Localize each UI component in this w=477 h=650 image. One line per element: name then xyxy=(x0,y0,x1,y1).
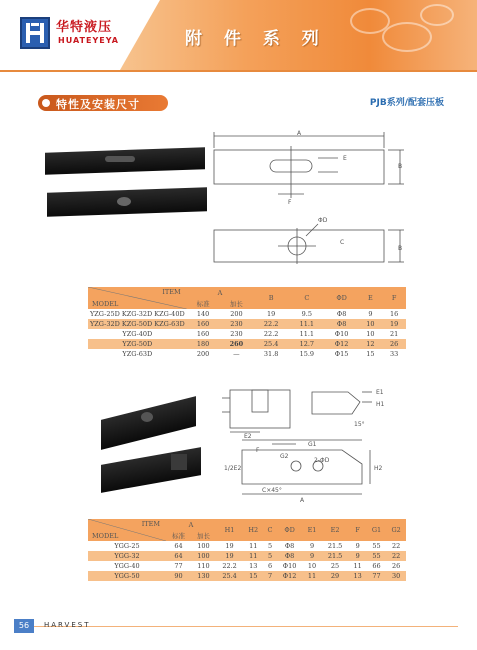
value-cell: 10 xyxy=(359,319,383,329)
table-row xyxy=(88,349,406,359)
value-cell: 25 xyxy=(321,561,348,571)
logo-chinese-name: 华特液压 xyxy=(56,20,113,35)
header-col: E1 xyxy=(303,519,322,541)
value-cell: 90 xyxy=(166,571,191,581)
value-cell: — xyxy=(219,349,253,359)
table-row xyxy=(88,571,406,581)
header-a: A xyxy=(166,519,216,530)
dimension-drawing-ygg xyxy=(222,384,392,504)
table-row xyxy=(88,319,406,329)
logo-english-name: HUATEYEYA xyxy=(58,36,119,45)
model-cell: YGG-32 xyxy=(88,551,166,561)
drawing-label: 2-ΦD xyxy=(314,457,330,464)
value-cell: 21.5 xyxy=(321,551,348,561)
header-a-standard: 标准 xyxy=(187,298,220,309)
value-cell: 160 xyxy=(187,329,220,339)
value-cell: 6 xyxy=(263,561,276,571)
drawing-label: E2 xyxy=(244,433,252,440)
value-cell: 22.2 xyxy=(216,561,243,571)
value-cell: Φ8 xyxy=(325,319,359,329)
page-header xyxy=(0,0,477,70)
value-cell: 31.8 xyxy=(253,349,289,359)
value-cell: 12.7 xyxy=(289,339,325,349)
value-cell: 15 xyxy=(359,349,383,359)
drawing-label: 15° xyxy=(354,421,365,428)
value-cell: 16 xyxy=(382,309,406,319)
footer-brand: HARVEST xyxy=(44,621,91,629)
value-cell: 11 xyxy=(243,551,263,561)
value-cell: Φ8 xyxy=(325,309,359,319)
model-cell: YZG-63D xyxy=(88,349,187,359)
value-cell: 15 xyxy=(243,571,263,581)
value-cell: 22.2 xyxy=(253,329,289,339)
value-cell: 11 xyxy=(303,571,322,581)
series-title: PJB系列/配套压板 xyxy=(369,98,444,108)
header-a-extended: 加长 xyxy=(191,530,216,541)
value-cell: 33 xyxy=(382,349,406,359)
drawing-label: 1/2E2 xyxy=(224,465,242,472)
value-cell: 19 xyxy=(216,551,243,561)
section-heading: 特性及安装尺寸 xyxy=(56,98,140,111)
value-cell: 22.2 xyxy=(253,319,289,329)
value-cell: 22 xyxy=(386,551,406,561)
header-col: E xyxy=(359,287,383,309)
value-cell: 7 xyxy=(263,571,276,581)
drawing-label: ΦD xyxy=(318,217,328,224)
drawing-label: G2 xyxy=(280,453,289,460)
value-cell: 140 xyxy=(187,309,220,319)
value-cell: 230 xyxy=(219,329,253,339)
table-row xyxy=(88,561,406,571)
value-cell: Φ12 xyxy=(325,339,359,349)
header-model: MODEL xyxy=(92,532,119,540)
product-photo-ygg xyxy=(95,390,210,500)
value-cell: 180 xyxy=(187,339,220,349)
value-cell: 9 xyxy=(303,551,322,561)
header-col: H2 xyxy=(243,519,263,541)
drawing-label: F xyxy=(288,199,292,206)
value-cell: 15.9 xyxy=(289,349,325,359)
header-a: A xyxy=(187,287,254,298)
header-col: G1 xyxy=(367,519,387,541)
value-cell: 200 xyxy=(219,309,253,319)
table-row xyxy=(88,309,406,319)
value-cell: 11 xyxy=(349,561,367,571)
header-col: ΦD xyxy=(277,519,303,541)
header-a-extended: 加长 xyxy=(219,298,253,309)
header-item: ITEM xyxy=(141,520,160,528)
header-col: C xyxy=(289,287,325,309)
header-col: G2 xyxy=(386,519,406,541)
model-cell: YGG-25 xyxy=(88,541,166,551)
value-cell: 22 xyxy=(386,541,406,551)
value-cell: 5 xyxy=(263,541,276,551)
value-cell: Φ15 xyxy=(325,349,359,359)
value-cell: 29 xyxy=(321,571,348,581)
value-cell: 11.1 xyxy=(289,329,325,339)
value-cell: 12 xyxy=(359,339,383,349)
value-cell: 100 xyxy=(191,551,216,561)
table-row xyxy=(88,541,406,551)
value-cell: Φ12 xyxy=(277,571,303,581)
value-cell: Φ8 xyxy=(277,541,303,551)
drawing-label: E xyxy=(343,155,347,162)
value-cell: 10 xyxy=(359,329,383,339)
value-cell: 21.5 xyxy=(321,541,348,551)
value-cell: 19 xyxy=(253,309,289,319)
value-cell: 77 xyxy=(166,561,191,571)
value-cell: 260 xyxy=(219,339,253,349)
value-cell: 9 xyxy=(303,541,322,551)
page-number: 56 xyxy=(14,619,34,633)
value-cell: 25.4 xyxy=(216,571,243,581)
value-cell: 100 xyxy=(191,541,216,551)
drawing-label: C xyxy=(340,239,345,246)
value-cell: 55 xyxy=(367,551,387,561)
product-photo-pjb xyxy=(45,140,210,220)
value-cell: Φ8 xyxy=(277,551,303,561)
value-cell: 200 xyxy=(187,349,220,359)
header-col: H1 xyxy=(216,519,243,541)
value-cell: Φ10 xyxy=(325,329,359,339)
value-cell: 30 xyxy=(386,571,406,581)
value-cell: 9 xyxy=(349,541,367,551)
header-item: ITEM xyxy=(162,288,181,296)
footer-divider xyxy=(28,626,458,627)
drawing-label: E1 xyxy=(376,389,384,396)
spec-table-ygg xyxy=(88,519,406,581)
value-cell: 55 xyxy=(367,541,387,551)
drawing-label: B xyxy=(398,245,403,252)
value-cell: 110 xyxy=(191,561,216,571)
drawing-label: A xyxy=(300,497,305,504)
model-cell: YGG-50 xyxy=(88,571,166,581)
value-cell: 66 xyxy=(367,561,387,571)
value-cell: 9.5 xyxy=(289,309,325,319)
drawing-label: H2 xyxy=(374,465,383,472)
value-cell: 13 xyxy=(243,561,263,571)
value-cell: 9 xyxy=(359,309,383,319)
value-cell: 26 xyxy=(382,339,406,349)
company-logo-icon xyxy=(20,17,50,49)
model-cell: YZG-40D xyxy=(88,329,187,339)
spec-table-pjb xyxy=(88,287,406,359)
drawing-label: G1 xyxy=(308,441,317,448)
value-cell: 25.4 xyxy=(253,339,289,349)
header-col: F xyxy=(349,519,367,541)
model-cell: YZG-25D KZG-32D KZG-40D xyxy=(90,310,185,318)
page-title: 附 件 系 列 xyxy=(185,29,327,49)
drawing-label: H1 xyxy=(376,401,385,408)
table-row xyxy=(88,329,406,339)
value-cell: 64 xyxy=(166,551,191,561)
value-cell: 130 xyxy=(191,571,216,581)
bullet-icon xyxy=(42,99,50,107)
value-cell: 64 xyxy=(166,541,191,551)
header-col: E2 xyxy=(321,519,348,541)
header-col: C xyxy=(263,519,276,541)
value-cell: 230 xyxy=(219,319,253,329)
value-cell: 11.1 xyxy=(289,319,325,329)
table-row xyxy=(88,339,406,349)
value-cell: 19 xyxy=(216,541,243,551)
header-col: ΦD xyxy=(325,287,359,309)
model-cell: YZG-50D xyxy=(88,339,187,349)
model-cell: YGG-40 xyxy=(88,561,166,571)
value-cell: 77 xyxy=(367,571,387,581)
drawing-label: C×45° xyxy=(262,487,282,494)
value-cell: Φ10 xyxy=(277,561,303,571)
header-a-standard: 标准 xyxy=(166,530,191,541)
drawing-label: B xyxy=(398,163,403,170)
dimension-drawing-pjb xyxy=(208,128,408,278)
header-col: F xyxy=(382,287,406,309)
value-cell: 10 xyxy=(303,561,322,571)
value-cell: 13 xyxy=(349,571,367,581)
header-divider xyxy=(0,70,477,72)
model-cell: YZG-32D KZG-50D KZG-63D xyxy=(90,320,185,328)
value-cell: 19 xyxy=(382,319,406,329)
value-cell: 9 xyxy=(349,551,367,561)
value-cell: 11 xyxy=(243,541,263,551)
header-col: B xyxy=(253,287,289,309)
drawing-label: A xyxy=(297,130,302,137)
value-cell: 21 xyxy=(382,329,406,339)
value-cell: 26 xyxy=(386,561,406,571)
header-model: MODEL xyxy=(92,300,119,308)
drawing-label: F xyxy=(256,447,260,454)
value-cell: 5 xyxy=(263,551,276,561)
table-row xyxy=(88,551,406,561)
value-cell: 160 xyxy=(187,319,220,329)
